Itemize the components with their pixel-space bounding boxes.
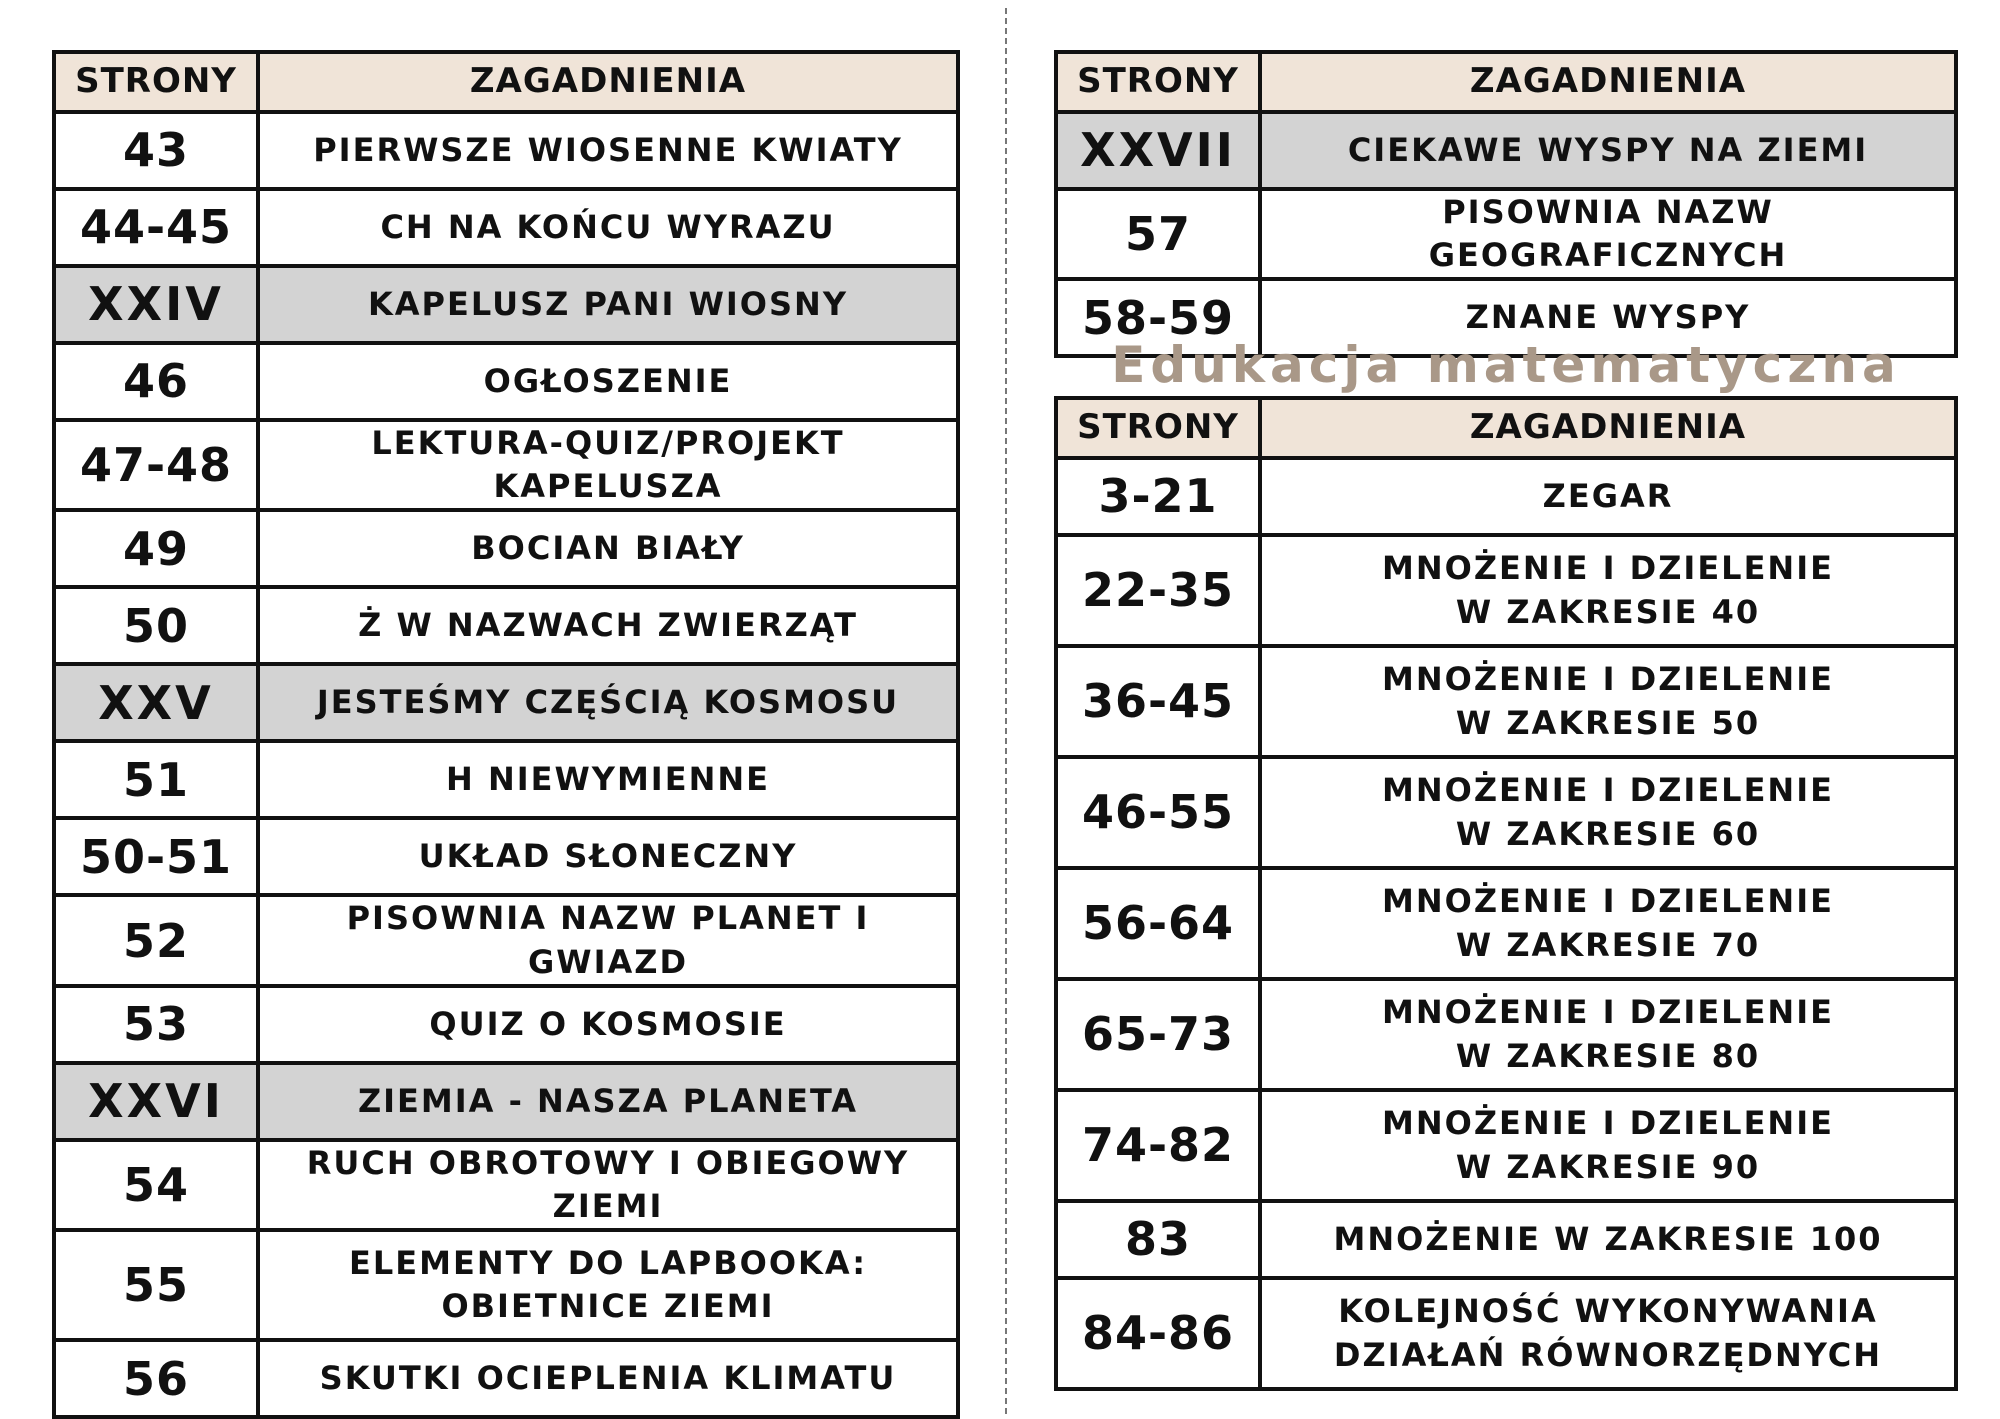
table-row — [54, 343, 958, 420]
table-row — [1056, 1278, 1956, 1389]
page-range: 84-86 — [1056, 1278, 1260, 1389]
page-range: 44-45 — [54, 189, 258, 266]
pages-column-header: STRONY — [1056, 398, 1260, 458]
topic-text: PISOWNIA NAZW PLANET I GWIAZD — [258, 895, 958, 985]
table-row — [54, 1340, 958, 1417]
page-range: 53 — [54, 986, 258, 1063]
math-topics-table — [1054, 396, 1958, 1391]
topics-column-header: ZAGADNIENIA — [1260, 52, 1956, 112]
page-range: 83 — [1056, 1201, 1260, 1278]
topic-text: MNOŻENIE I DZIELENIE W ZAKRESIE 70 — [1260, 868, 1956, 979]
table-header-row — [54, 52, 958, 112]
table-row — [54, 895, 958, 985]
table-row — [54, 510, 958, 587]
page-range: 50 — [54, 587, 258, 664]
table-row — [54, 189, 958, 266]
topic-text: ZNANE WYSPY — [1260, 279, 1956, 356]
unit-number: XXIV — [54, 266, 258, 343]
page-range: 56-64 — [1056, 868, 1260, 979]
page-range: 46-55 — [1056, 757, 1260, 868]
page-range: 58-59 — [1056, 279, 1260, 356]
unit-row — [1056, 112, 1956, 189]
right-top-topics-table — [1054, 50, 1958, 358]
page-range: 43 — [54, 112, 258, 189]
table-header-row — [1056, 398, 1956, 458]
table-row — [1056, 757, 1956, 868]
topic-text: PISOWNIA NAZW GEOGRAFICZNYCH — [1260, 189, 1956, 279]
topic-text: MNOŻENIE W ZAKRESIE 100 — [1260, 1201, 1956, 1278]
table-row — [54, 741, 958, 818]
pages-column-header: STRONY — [54, 52, 258, 112]
topic-text: MNOŻENIE I DZIELENIE W ZAKRESIE 60 — [1260, 757, 1956, 868]
page-range: 56 — [54, 1340, 258, 1417]
topic-text: CH NA KOŃCU WYRAZU — [258, 189, 958, 266]
table-row — [1056, 458, 1956, 535]
topic-text: UKŁAD SŁONECZNY — [258, 818, 958, 895]
topic-text: Ż W NAZWACH ZWIERZĄT — [258, 587, 958, 664]
unit-row — [54, 266, 958, 343]
table-row — [1056, 189, 1956, 279]
topic-text: LEKTURA-QUIZ/PROJEKT KAPELUSZA — [258, 420, 958, 510]
topic-text: H NIEWYMIENNE — [258, 741, 958, 818]
topics-column-header: ZAGADNIENIA — [258, 52, 958, 112]
page-range: 50-51 — [54, 818, 258, 895]
table-row — [54, 1140, 958, 1230]
topic-text: PIERWSZE WIOSENNE KWIATY — [258, 112, 958, 189]
table-row — [1056, 535, 1956, 646]
table-row — [54, 587, 958, 664]
page-fold-divider — [1005, 8, 1007, 1414]
page-range: 22-35 — [1056, 535, 1260, 646]
unit-title: CIEKAWE WYSPY NA ZIEMI — [1260, 112, 1956, 189]
section-title-math: Edukacja matematyczna — [1111, 336, 1901, 394]
topic-text: ELEMENTY DO LAPBOOKA: OBIETNICE ZIEMI — [258, 1230, 958, 1340]
left-topics-table — [52, 50, 960, 1419]
page-range: 36-45 — [1056, 646, 1260, 757]
topic-text: MNOŻENIE I DZIELENIE W ZAKRESIE 40 — [1260, 535, 1956, 646]
topic-text: ZEGAR — [1260, 458, 1956, 535]
page-range: 3-21 — [1056, 458, 1260, 535]
page-range: 55 — [54, 1230, 258, 1340]
topic-text: RUCH OBROTOWY I OBIEGOWY ZIEMI — [258, 1140, 958, 1230]
table-row — [54, 986, 958, 1063]
table-row — [1056, 868, 1956, 979]
page-range: 74-82 — [1056, 1090, 1260, 1201]
page-range: 65-73 — [1056, 979, 1260, 1090]
topic-text: KOLEJNOŚĆ WYKONYWANIA DZIAŁAŃ RÓWNORZĘDNYCH — [1260, 1278, 1956, 1389]
topic-text: SKUTKI OCIEPLENIA KLIMATU — [258, 1340, 958, 1417]
unit-row — [54, 1063, 958, 1140]
unit-number: XXVI — [54, 1063, 258, 1140]
page-range: 51 — [54, 741, 258, 818]
page-range: 47-48 — [54, 420, 258, 510]
topic-text: MNOŻENIE I DZIELENIE W ZAKRESIE 50 — [1260, 646, 1956, 757]
page-range: 46 — [54, 343, 258, 420]
topics-column-header: ZAGADNIENIA — [1260, 398, 1956, 458]
page-range: 54 — [54, 1140, 258, 1230]
page-range: 49 — [54, 510, 258, 587]
pages-column-header: STRONY — [1056, 52, 1260, 112]
table-row — [1056, 1090, 1956, 1201]
table-row — [54, 112, 958, 189]
topic-text: QUIZ O KOSMOSIE — [258, 986, 958, 1063]
table-row — [54, 1230, 958, 1340]
table-row — [54, 818, 958, 895]
unit-number: XXV — [54, 664, 258, 741]
topic-text: MNOŻENIE I DZIELENIE W ZAKRESIE 80 — [1260, 979, 1956, 1090]
unit-title: ZIEMIA - NASZA PLANETA — [258, 1063, 958, 1140]
table-row — [1056, 646, 1956, 757]
page-range: 57 — [1056, 189, 1260, 279]
unit-number: XXVII — [1056, 112, 1260, 189]
table-header-row — [1056, 52, 1956, 112]
topic-text: BOCIAN BIAŁY — [258, 510, 958, 587]
table-row — [54, 420, 958, 510]
unit-title: KAPELUSZ PANI WIOSNY — [258, 266, 958, 343]
table-row — [1056, 1201, 1956, 1278]
unit-row — [54, 664, 958, 741]
topic-text: OGŁOSZENIE — [258, 343, 958, 420]
page-range: 52 — [54, 895, 258, 985]
table-row — [1056, 979, 1956, 1090]
unit-title: JESTEŚMY CZĘŚCIĄ KOSMOSU — [258, 664, 958, 741]
topic-text: MNOŻENIE I DZIELENIE W ZAKRESIE 90 — [1260, 1090, 1956, 1201]
